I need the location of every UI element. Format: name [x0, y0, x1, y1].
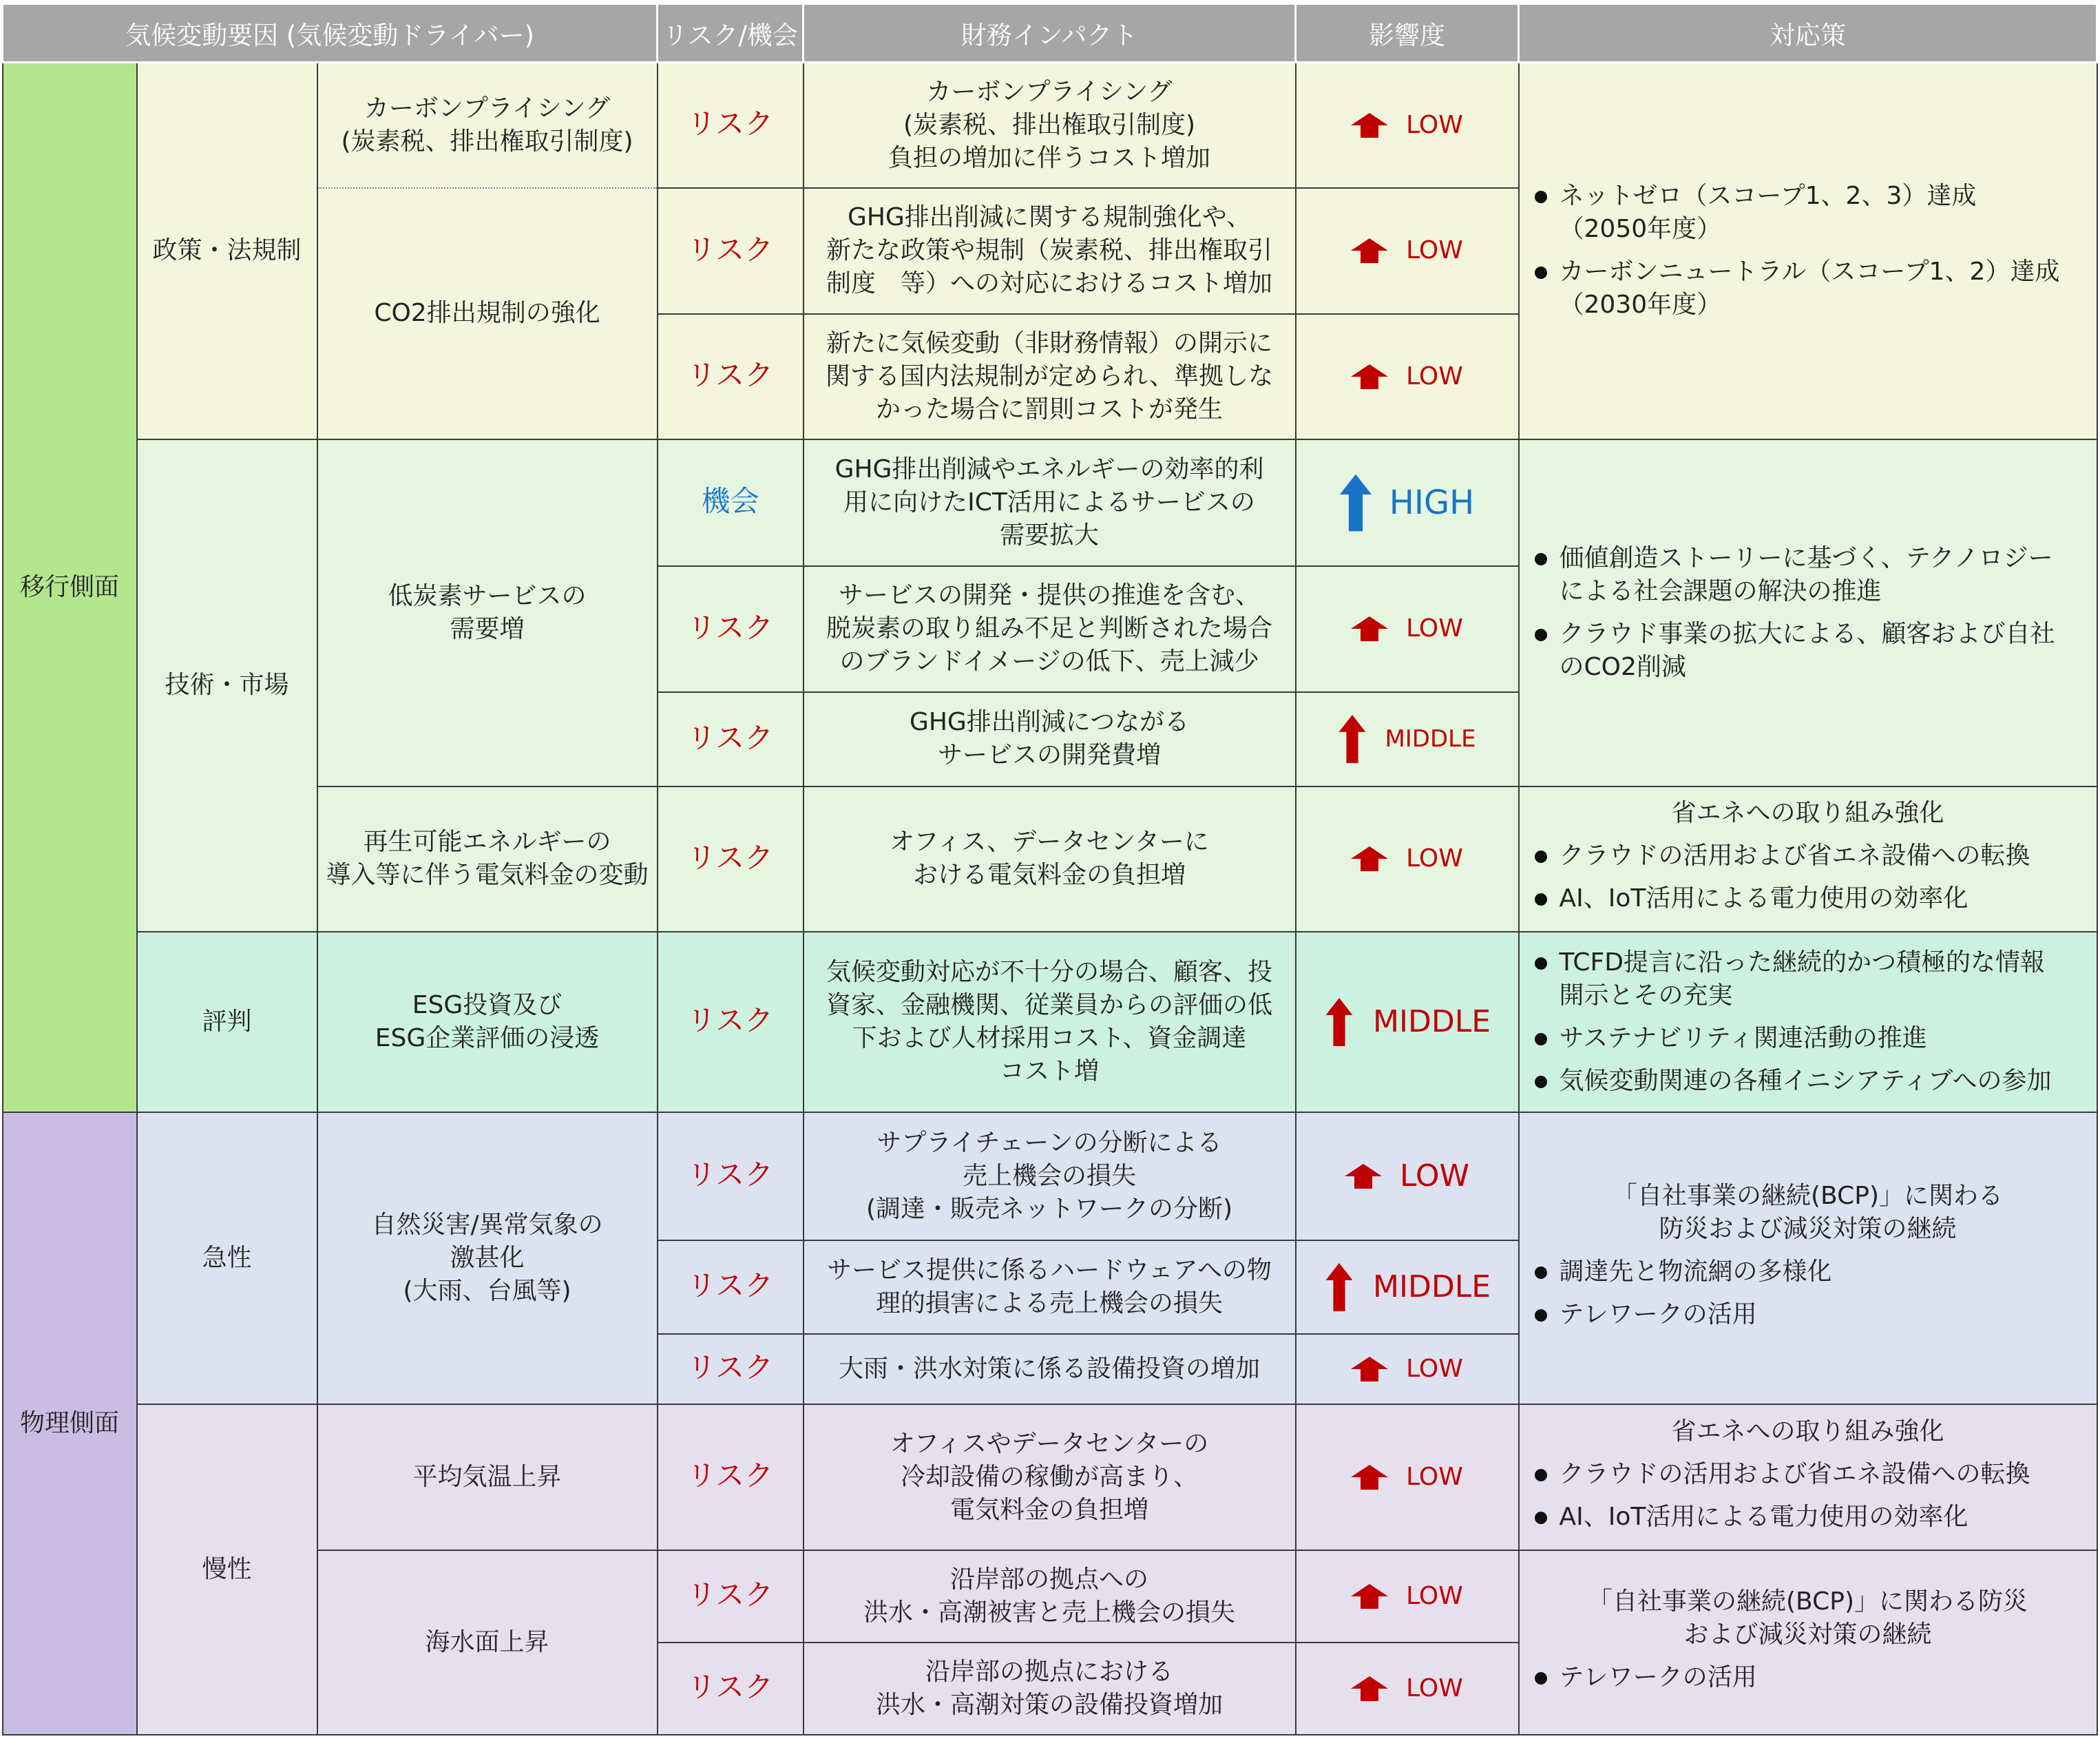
red-house-arrow-icon: [1351, 846, 1388, 871]
impact-text: GHG排出削減につながる サービスの開発費増: [804, 692, 1296, 786]
impact-level: LOW: [1296, 1643, 1519, 1735]
response-item: AI、IoT活用による電力使用の効率化: [1532, 882, 2084, 915]
response-item: TCFD提言に沿った継続的かつ積極的な情報 開示とその充実: [1532, 946, 2084, 1012]
impact-text: GHG排出削減やエネルギーの効率的利 用に向けたICT活用によるサービスの 需要拡大: [804, 439, 1296, 566]
impact-text: 気候変動対応が不十分の場合、顧客、投 資家、金融機関、従業員からの評価の低 下および人材採用コスト、資金調達 コスト増: [804, 932, 1296, 1112]
impact-level: LOW: [1296, 1550, 1519, 1643]
red-house-arrow-icon: [1351, 113, 1388, 138]
response-tech: [1519, 439, 2097, 786]
label-opportunity: 機会: [658, 439, 804, 566]
label-risk: リスク: [658, 692, 804, 786]
response-policy: [1519, 63, 2097, 439]
header-financial-impact: 財務インパクト: [804, 4, 1296, 63]
label-risk: リスク: [658, 1112, 804, 1240]
label-risk: リスク: [658, 932, 804, 1112]
driver-low-carbon-demand: 低炭素サービスの 需要増: [317, 439, 658, 786]
response-item: AI、IoT活用による電力使用の効率化: [1532, 1501, 2084, 1534]
response-item: サステナビリティ関連活動の推進: [1532, 1022, 2084, 1055]
table-row: [3, 439, 2097, 566]
response-item: テレワークの活用: [1532, 1661, 2084, 1694]
red-house-arrow-icon: [1351, 238, 1388, 263]
impact-level: HIGH: [1296, 439, 1519, 566]
header-row: [3, 4, 2097, 63]
table-row: [3, 63, 2097, 188]
label-risk: リスク: [658, 1334, 804, 1404]
driver-avg-temp: 平均気温上昇: [317, 1404, 658, 1550]
label-risk: リスク: [658, 1643, 804, 1735]
impact-text: サービスの開発・提供の推進を含む、 脱炭素の取り組み不足と判断された場合 のブランドイメージの低下、売上減少: [804, 566, 1296, 692]
red-house-arrow-icon: [1345, 1164, 1382, 1189]
impact-level: LOW: [1296, 566, 1519, 692]
driver-co2-regulation: CO2排出規制の強化: [317, 188, 658, 439]
label-risk: リスク: [658, 1240, 804, 1334]
response-sea-level: 「自社事業の継続(BCP)」に関わる防災 および減災対策の継続 テレワークの活用: [1519, 1550, 2097, 1735]
label-risk: リスク: [658, 63, 804, 188]
impact-level: MIDDLE: [1296, 932, 1519, 1112]
impact-text: オフィス、データセンターに おける電気料金の負担増: [804, 786, 1296, 932]
header-driver: 気候変動要因 (気候変動ドライバー): [3, 4, 658, 63]
response-item: クラウドの活用および省エネ設備への転換: [1532, 1458, 2084, 1491]
header-risk-opportunity: リスク/機会: [658, 4, 804, 63]
red-house-arrow-icon: [1351, 364, 1388, 389]
red-house-arrow-icon: [1351, 1676, 1388, 1701]
label-risk: リスク: [658, 1404, 804, 1550]
section-physical: 物理側面: [3, 1112, 137, 1735]
impact-text: 沿岸部の拠点への 洪水・高潮被害と売上機会の損失: [804, 1550, 1296, 1643]
label-risk: リスク: [658, 566, 804, 692]
driver-esg: ESG投資及び ESG企業評価の浸透: [317, 932, 658, 1112]
response-chronic: 省エネへの取り組み強化 クラウドの活用および省エネ設備への転換 AI、IoT活用による電力使用の効率化: [1519, 1404, 2097, 1550]
label-risk: リスク: [658, 786, 804, 932]
response-item: カーボンニュートラル（スコープ1、2）達成 （2030年度）: [1532, 256, 2084, 322]
impact-text: 新たに気候変動（非財務情報）の開示に 関する国内法規制が定められ、準拠しな かった場合に罰則コストが発生: [804, 314, 1296, 439]
response-item: 気候変動関連の各種イニシアティブへの参加: [1532, 1065, 2084, 1098]
response-item: クラウド事業の拡大による、顧客および自社 のCO2削減: [1532, 618, 2084, 684]
impact-level: LOW: [1296, 1334, 1519, 1404]
label-risk: リスク: [658, 188, 804, 314]
impact-text: カーボンプライシング (炭素税、排出権取引制度) 負担の増加に伴うコスト増加: [804, 63, 1296, 188]
impact-level: LOW: [1296, 1404, 1519, 1550]
red-house-arrow-icon: [1351, 616, 1388, 641]
response-item: クラウドの活用および省エネ設備への転換: [1532, 840, 2084, 873]
category-tech-market: 技術・市場: [137, 439, 317, 932]
category-acute: 急性: [137, 1112, 317, 1404]
header-impact-level: 影響度: [1296, 4, 1519, 63]
impact-level: LOW: [1296, 63, 1519, 188]
section-transition: 移行側面: [3, 63, 137, 1112]
blue-tall-arrow-icon: [1340, 472, 1372, 534]
category-policy: 政策・法規制: [137, 63, 317, 439]
label-risk: リスク: [658, 314, 804, 439]
driver-disaster: 自然災害/異常気象の 激甚化 (大雨、台風等): [317, 1112, 658, 1404]
driver-renewable-cost: 再生可能エネルギーの 導入等に伴う電気料金の変動: [317, 786, 658, 932]
impact-level: LOW: [1296, 188, 1519, 314]
table-row: [3, 786, 2097, 932]
category-reputation: 評判: [137, 932, 317, 1112]
impact-level: LOW: [1296, 314, 1519, 439]
red-tall-arrow-icon: [1323, 998, 1355, 1046]
response-reputation: [1519, 932, 2097, 1112]
category-chronic: 慢性: [137, 1404, 317, 1735]
red-house-arrow-icon: [1351, 1584, 1388, 1609]
response-item: テレワークの活用: [1532, 1298, 2084, 1331]
red-tall-arrow-icon: [1323, 1263, 1355, 1311]
header-response: 対応策: [1519, 4, 2097, 63]
table-row: [3, 1404, 2097, 1550]
impact-level: LOW: [1296, 1112, 1519, 1240]
response-item: 調達先と物流網の多様化: [1532, 1255, 2084, 1289]
risk-table: [1, 3, 2098, 1735]
driver-sea-level: 海水面上昇: [317, 1550, 658, 1735]
red-house-arrow-icon: [1351, 1357, 1388, 1382]
label-risk: リスク: [658, 1550, 804, 1643]
table-row: [3, 1112, 2097, 1240]
red-house-arrow-icon: [1351, 1465, 1388, 1490]
response-acute: 「自社事業の継続(BCP)」に関わる 防災および減災対策の継続 調達先と物流網の多様化 テレワークの活用: [1519, 1112, 2097, 1404]
impact-text: 大雨・洪水対策に係る設備投資の増加: [804, 1334, 1296, 1404]
impact-level: MIDDLE: [1296, 692, 1519, 786]
impact-text: オフィスやデータセンターの 冷却設備の稼働が高まり、 電気料金の負担増: [804, 1404, 1296, 1550]
impact-level: LOW: [1296, 786, 1519, 932]
response-item: ネットゼロ（スコープ1、2、3）達成 （2050年度）: [1532, 180, 2084, 246]
impact-text: サプライチェーンの分断による 売上機会の損失 (調達・販売ネットワークの分断): [804, 1112, 1296, 1240]
impact-text: GHG排出削減に関する規制強化や、 新たな政策や規制（炭素税、排出権取引 制度 等）への対応におけるコスト増加: [804, 188, 1296, 314]
response-item: 価値創造ストーリーに基づく、テクノロジー による社会課題の解決の推進: [1532, 542, 2084, 608]
response-energy: 省エネへの取り組み強化 クラウドの活用および省エネ設備への転換 AI、IoT活用による電力使用の効率化: [1519, 786, 2097, 932]
impact-text: 沿岸部の拠点における 洪水・高潮対策の設備投資増加: [804, 1643, 1296, 1735]
table-row: [3, 932, 2097, 1112]
impact-text: サービス提供に係るハードウェアへの物 理的損害による売上機会の損失: [804, 1240, 1296, 1334]
red-tall-arrow-icon: [1338, 715, 1367, 763]
impact-level: MIDDLE: [1296, 1240, 1519, 1334]
driver-carbon-pricing: カーボンプライシング (炭素税、排出権取引制度): [317, 63, 658, 188]
table-row: [3, 1550, 2097, 1643]
